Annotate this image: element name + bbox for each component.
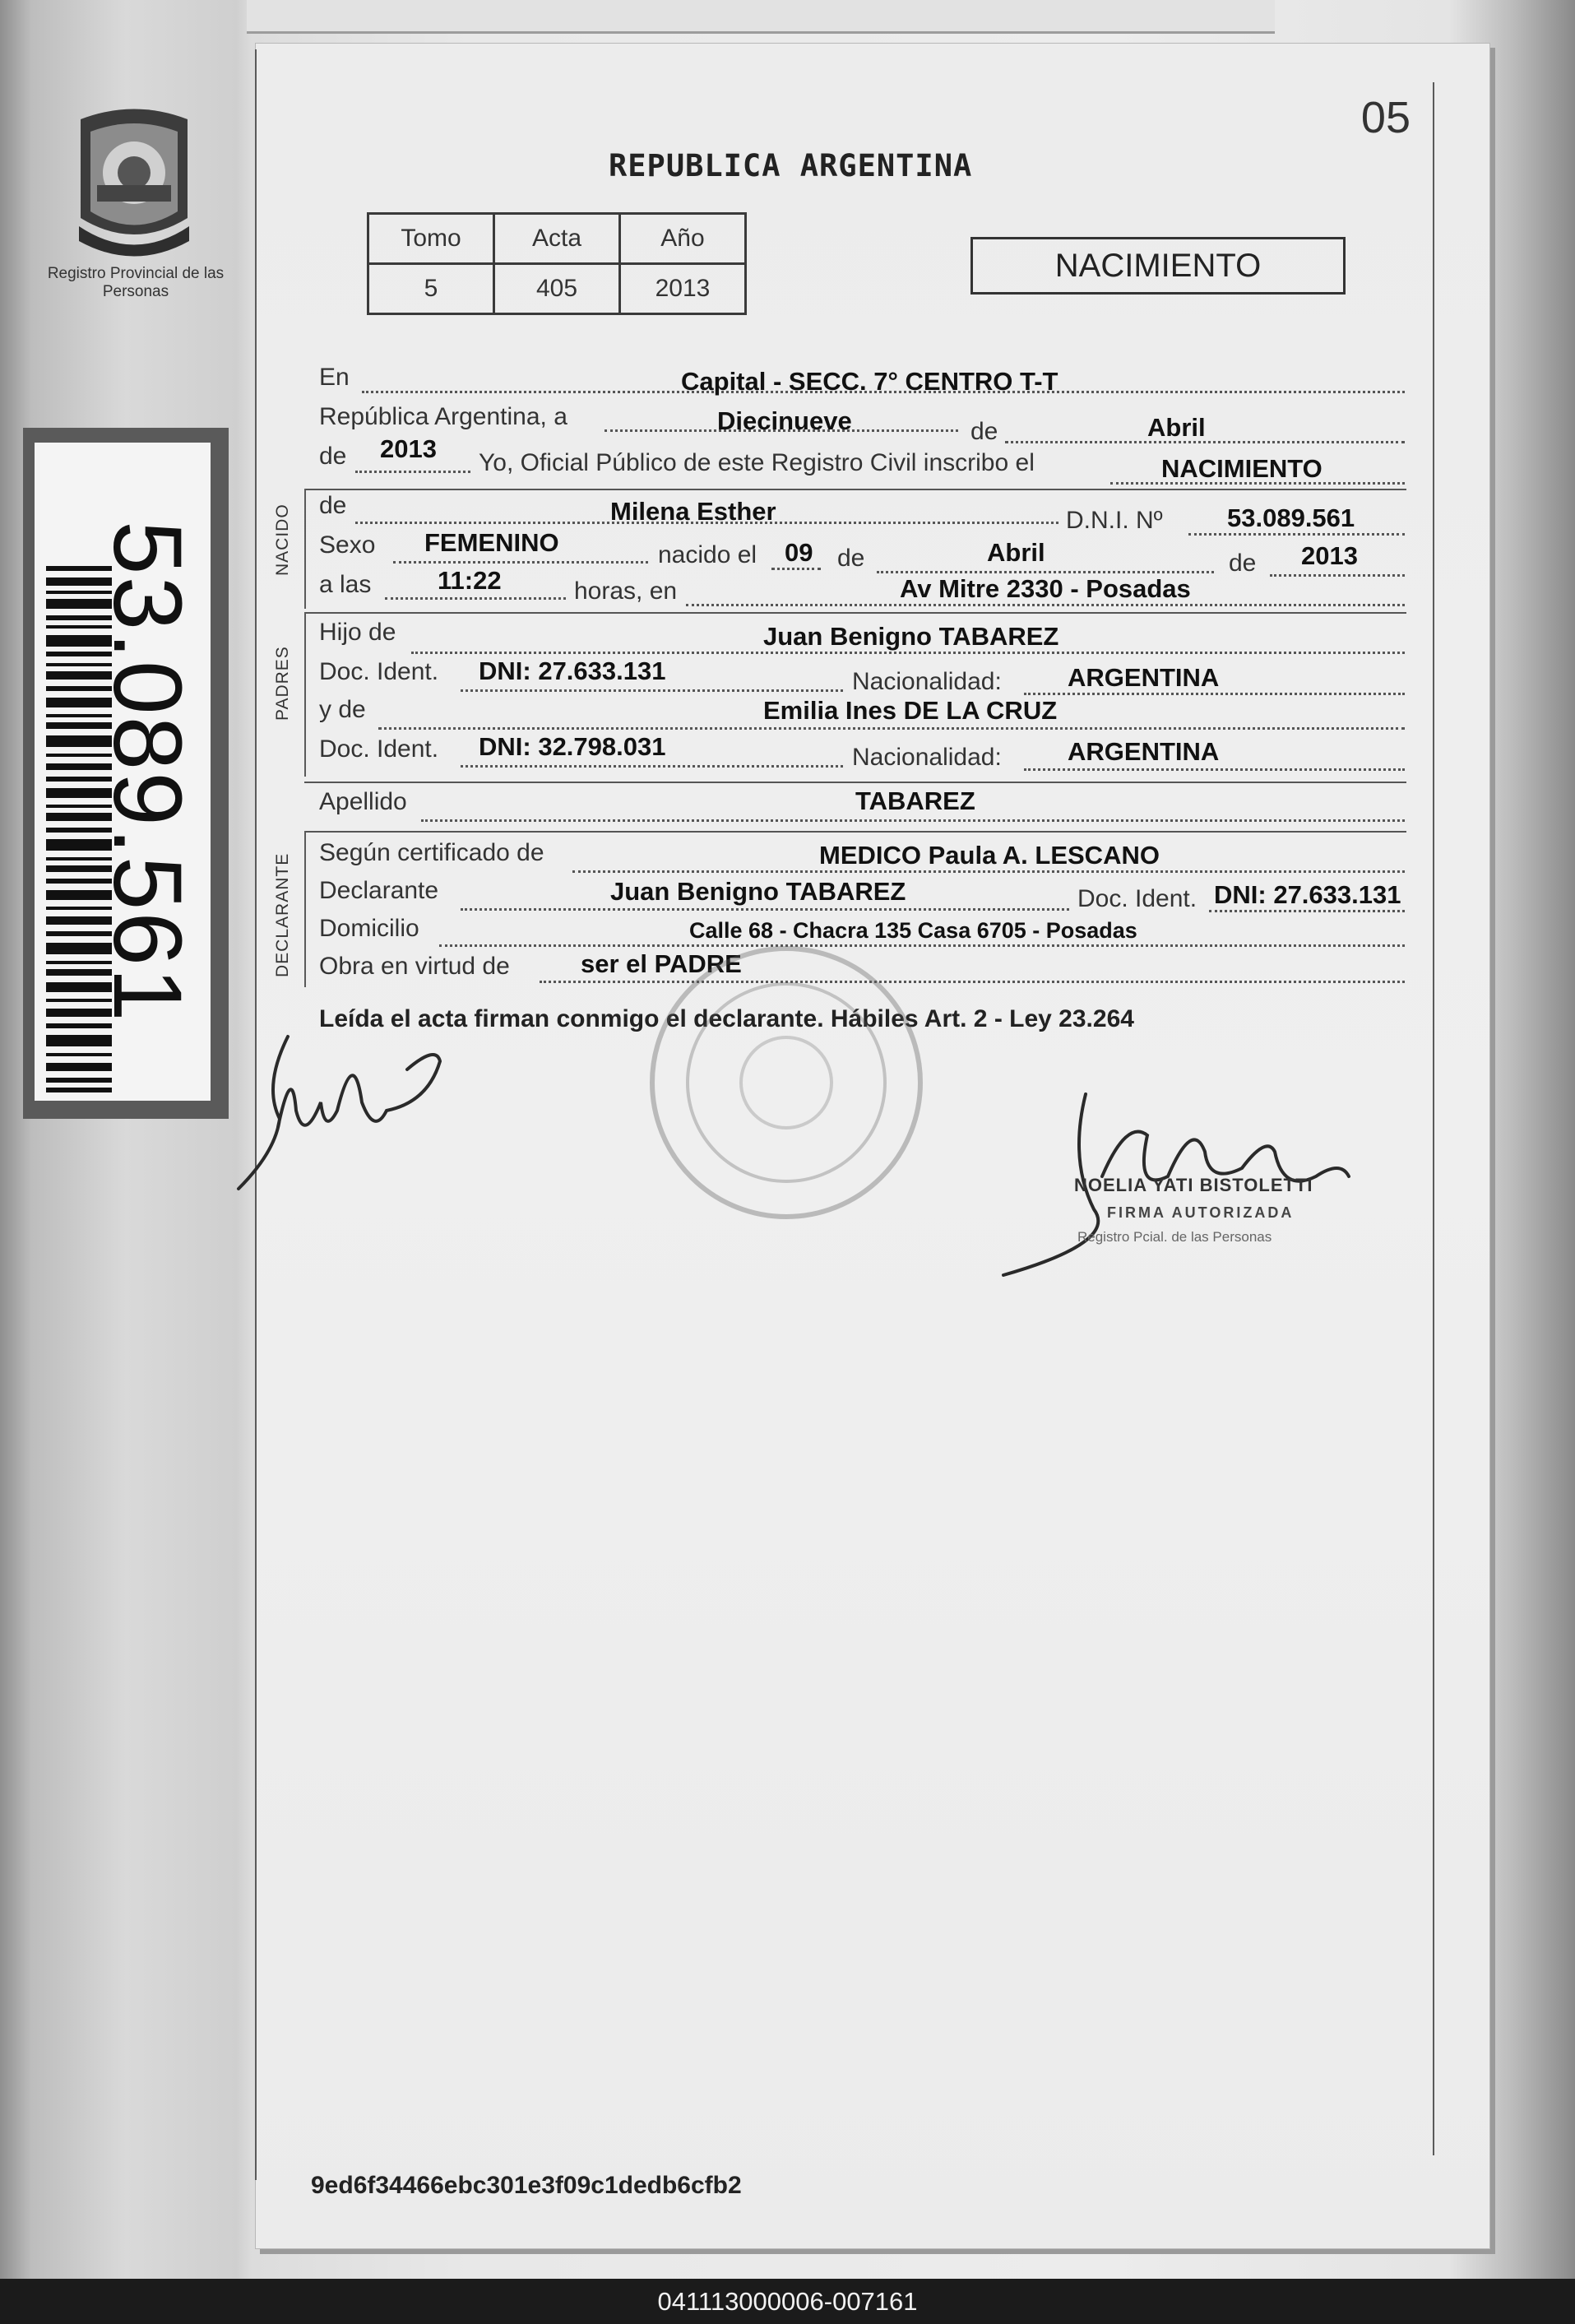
dotted-line [461,765,843,768]
row-republica [319,403,567,438]
nac1-value: ARGENTINA [1068,663,1220,692]
dotted-line [439,944,1405,947]
section-label-padres: PADRES [273,646,292,721]
apellido-label: Apellido [319,788,407,815]
document-hash: 9ed6f34466ebc301e3f09c1dedb6cfb2 [311,2172,742,2199]
dotted-line [393,561,648,564]
sexo-value: FEMENINO [424,528,559,557]
dotted-line [355,471,470,473]
registry-value-ano: 2013 [620,264,746,314]
top-page-edge [247,0,1275,34]
nac1-label: Nacionalidad: [852,668,1002,695]
registry-value-acta: 405 [494,264,620,314]
horas-label: horas, en [574,578,678,605]
nac2-value: ARGENTINA [1068,737,1220,766]
doc2-label: Doc. Ident. [319,735,439,763]
registry-header-ano: Año [620,214,746,264]
dotted-line [771,568,821,570]
republica-label: República Argentina, a [319,403,567,430]
official-role: FIRMA AUTORIZADA [1107,1204,1295,1221]
child-name-value: Milena Esther [610,497,776,526]
y-de-label: y de [319,696,366,723]
doc1-value: DNI: 27.633.131 [479,656,666,685]
apellido-value: TABAREZ [855,786,975,815]
closing-text: Leída el acta firman conmigo el declarante. Hábiles Art. 2 - Ley 23.264 [319,1005,1134,1032]
dotted-line [877,571,1214,573]
barcode-card [23,428,229,1119]
obra-label: Obra en virtud de [319,953,510,980]
row-en [319,364,350,398]
en-label: En [319,364,350,391]
section-divider [304,831,1406,833]
mother-value: Emilia Ines DE LA CRUZ [763,696,1058,725]
dotted-line [1270,574,1405,577]
dotted-line [411,652,1405,654]
declarante-value: Juan Benigno TABAREZ [610,877,906,906]
nac2-label: Nacionalidad: [852,744,1002,771]
certificado-label: Según certificado de [319,839,544,866]
oficial-text: Yo, Oficial Público de este Registro Civil inscribo el [479,449,1035,476]
de-label: de [970,418,998,445]
birth-month-value: Abril [987,538,1045,567]
registry-caption: Registro Provincial de las Personas [47,265,225,300]
barcode-label [35,443,211,1101]
declarant-signature-icon [230,1012,461,1201]
sexo-label: Sexo [319,531,376,559]
barcode-number: 53.089.561 [93,521,202,1023]
a-las-label: a las [319,571,372,598]
section-bracket [304,612,306,777]
declarante-doc-label: Doc. Ident. [1077,885,1197,912]
en-value: Capital - SECC. 7° CENTRO T-T [681,367,1058,396]
section-bracket [304,489,306,609]
dotted-line [461,908,1069,911]
domicilio-value: Calle 68 - Chacra 135 Casa 6705 - Posadas [689,918,1137,943]
dotted-line [378,727,1405,730]
day-value: Diecinueve [717,406,852,435]
dni-value: 53.089.561 [1227,503,1355,532]
section-divider [304,489,1406,490]
dotted-line [686,604,1405,606]
birth-place-value: Av Mitre 2330 - Posadas [900,574,1191,603]
year-value: 2013 [380,434,437,463]
de-label-3: de [1229,550,1257,577]
inscribo-value: NACIMIENTO [1161,454,1323,483]
province-seal-icon [64,103,204,259]
birth-day-value: 09 [785,538,813,567]
registry-header-tomo: Tomo [368,214,494,264]
official-name: NOELIA YATI BISTOLETTI [1074,1175,1313,1195]
declarante-label: Declarante [319,877,439,904]
de2-label: de [319,443,347,470]
dotted-line [572,870,1405,873]
section-label-declarante: DECLARANTE [273,852,292,977]
official-office: Registro Pcial. de las Personas [1077,1229,1272,1245]
dni-label: D.N.I. Nº [1066,507,1163,534]
dotted-line [1209,910,1405,912]
nacido-de-label: de [319,492,347,519]
right-margin-line [1433,82,1434,2155]
section-divider [304,782,1406,783]
footer-id: 041113000006-007161 [657,2287,918,2316]
section-divider [304,612,1406,614]
de-label-2: de [837,545,865,572]
certificado-value: MEDICO Paula A. LESCANO [819,841,1160,870]
dotted-line [1024,693,1405,695]
section-bracket [304,831,306,987]
registry-table [367,212,747,315]
dotted-line [461,689,843,692]
obra-value: ser el PADRE [581,949,742,978]
birth-year-value: 2013 [1301,541,1358,570]
registry-stamp-icon [650,946,923,1219]
doc2-value: DNI: 32.798.031 [479,732,666,761]
declarante-doc-value: DNI: 27.633.131 [1214,880,1401,909]
month-value: Abril [1147,413,1206,442]
dotted-line [1024,768,1405,771]
registry-value-tomo: 5 [368,264,494,314]
doc1-label: Doc. Ident. [319,658,439,685]
domicilio-label: Domicilio [319,915,419,942]
page-number: 05 [1360,93,1411,142]
registry-header-acta: Acta [494,214,620,264]
time-value: 11:22 [438,566,502,595]
dotted-line [1188,533,1405,536]
section-label-nacido: NACIDO [273,503,292,576]
hijo-de-label: Hijo de [319,619,396,646]
father-value: Juan Benigno TABAREZ [763,622,1059,651]
dotted-line [385,597,566,600]
record-type-box: NACIMIENTO [970,237,1346,295]
country-title: REPUBLICA ARGENTINA [609,148,973,183]
nacido-el-label: nacido el [658,541,757,568]
dotted-line [421,819,1405,822]
